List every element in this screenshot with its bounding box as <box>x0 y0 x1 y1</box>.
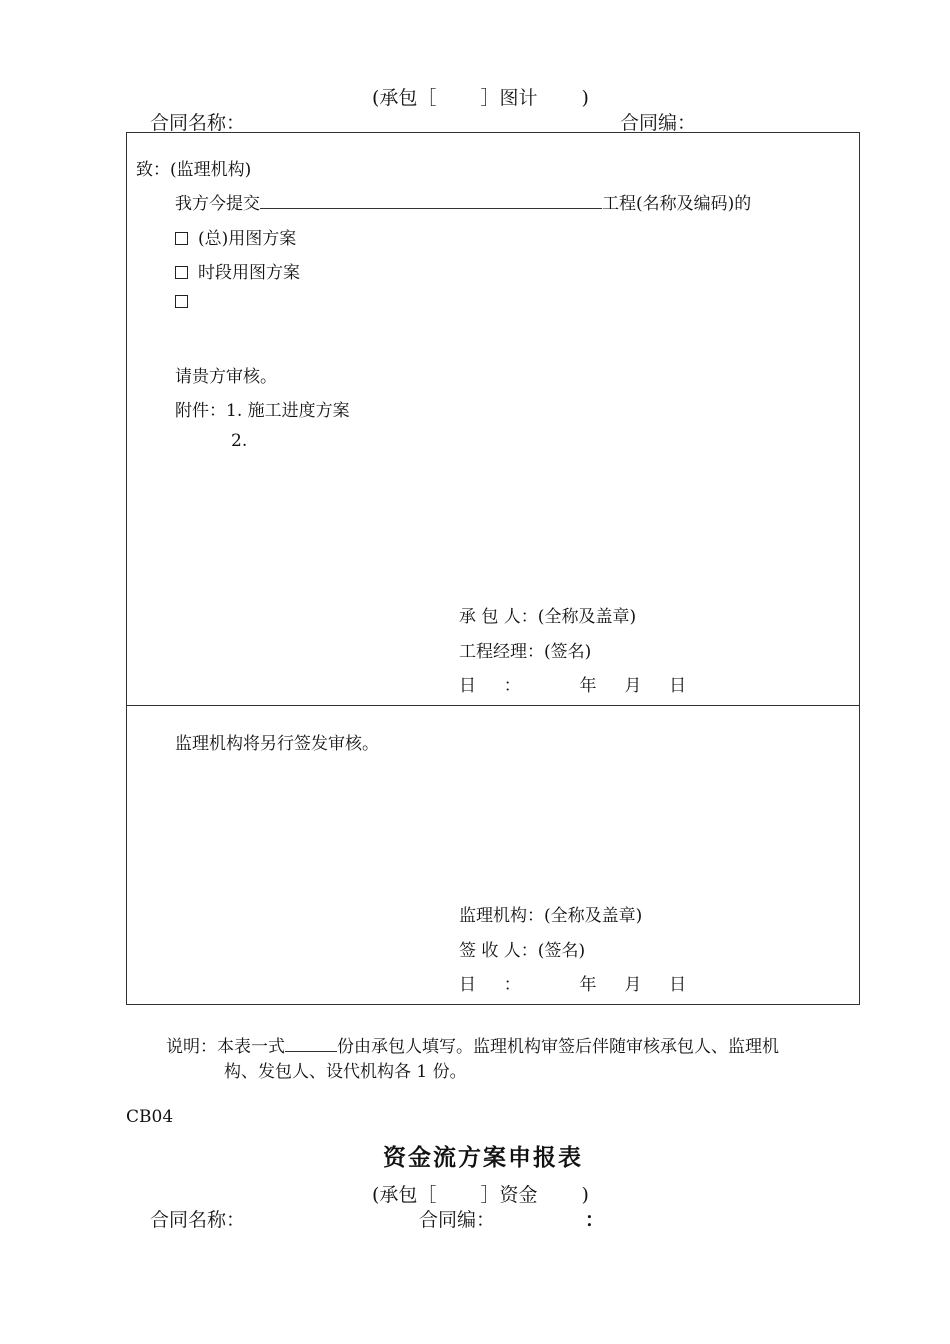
attachment-1: 附件：1. 施工进度方案 <box>175 401 350 421</box>
checkbox-total-plan[interactable] <box>175 232 188 245</box>
note-suffix: 份由承包人填写。监理机构审签后伴随审核承包人、监理机 <box>337 1037 779 1057</box>
next-form-subtitle: (承包［ ］资金 ) <box>372 1184 589 1206</box>
note-prefix: 说明：本表一式 <box>166 1037 285 1057</box>
form-subtitle: (承包［ ］图计 ) <box>372 87 589 109</box>
contract-name-label: 合同名称： <box>150 112 246 134</box>
next-contract-name-label: 合同名称： <box>150 1209 246 1231</box>
note-line-2: 构、发包人、设代机构各 1 份。 <box>224 1062 467 1082</box>
option-other <box>175 292 198 312</box>
note-line-1 <box>166 1032 779 1057</box>
option-total-plan <box>175 224 296 249</box>
to-line: 致：(监理机构) <box>136 160 252 180</box>
submit-suffix: 工程(名称及编码)的 <box>602 194 752 214</box>
option-period-plan-label: 时段用图方案 <box>198 263 300 283</box>
contract-no-label: 合同编： <box>620 112 697 134</box>
submit-prefix: 我方今提交 <box>175 194 260 214</box>
option-total-plan-label: (总)用图方案 <box>198 229 297 249</box>
supervision-org-label: 监理机构：(全称及盖章) <box>459 906 643 926</box>
form-title: 资金流方案申报表 <box>383 1144 583 1171</box>
attachment-2: 2. <box>231 431 248 451</box>
project-name-blank[interactable] <box>260 191 602 209</box>
contractor-label: 承 包 人：(全称及盖章) <box>459 607 637 627</box>
date-label: 日 ： 年 月 日 <box>459 676 687 696</box>
copies-blank[interactable] <box>285 1034 337 1052</box>
form-code: CB04 <box>126 1107 174 1127</box>
manager-label: 工程经理：(签名) <box>459 642 592 662</box>
request-text: 请贵方审核。 <box>175 367 277 387</box>
submit-line <box>175 189 751 214</box>
next-contract-no-colon: ： <box>585 1209 605 1231</box>
checkbox-period-plan[interactable] <box>175 266 188 279</box>
receiver-label: 签 收 人：(签名) <box>459 941 586 961</box>
supervision-text: 监理机构将另行签发审核。 <box>175 734 379 754</box>
supervision-date-label: 日 ： 年 月 日 <box>459 975 687 995</box>
next-contract-no-label: 合同编： <box>419 1209 496 1231</box>
checkbox-other[interactable] <box>175 295 188 308</box>
option-period-plan <box>175 258 300 283</box>
